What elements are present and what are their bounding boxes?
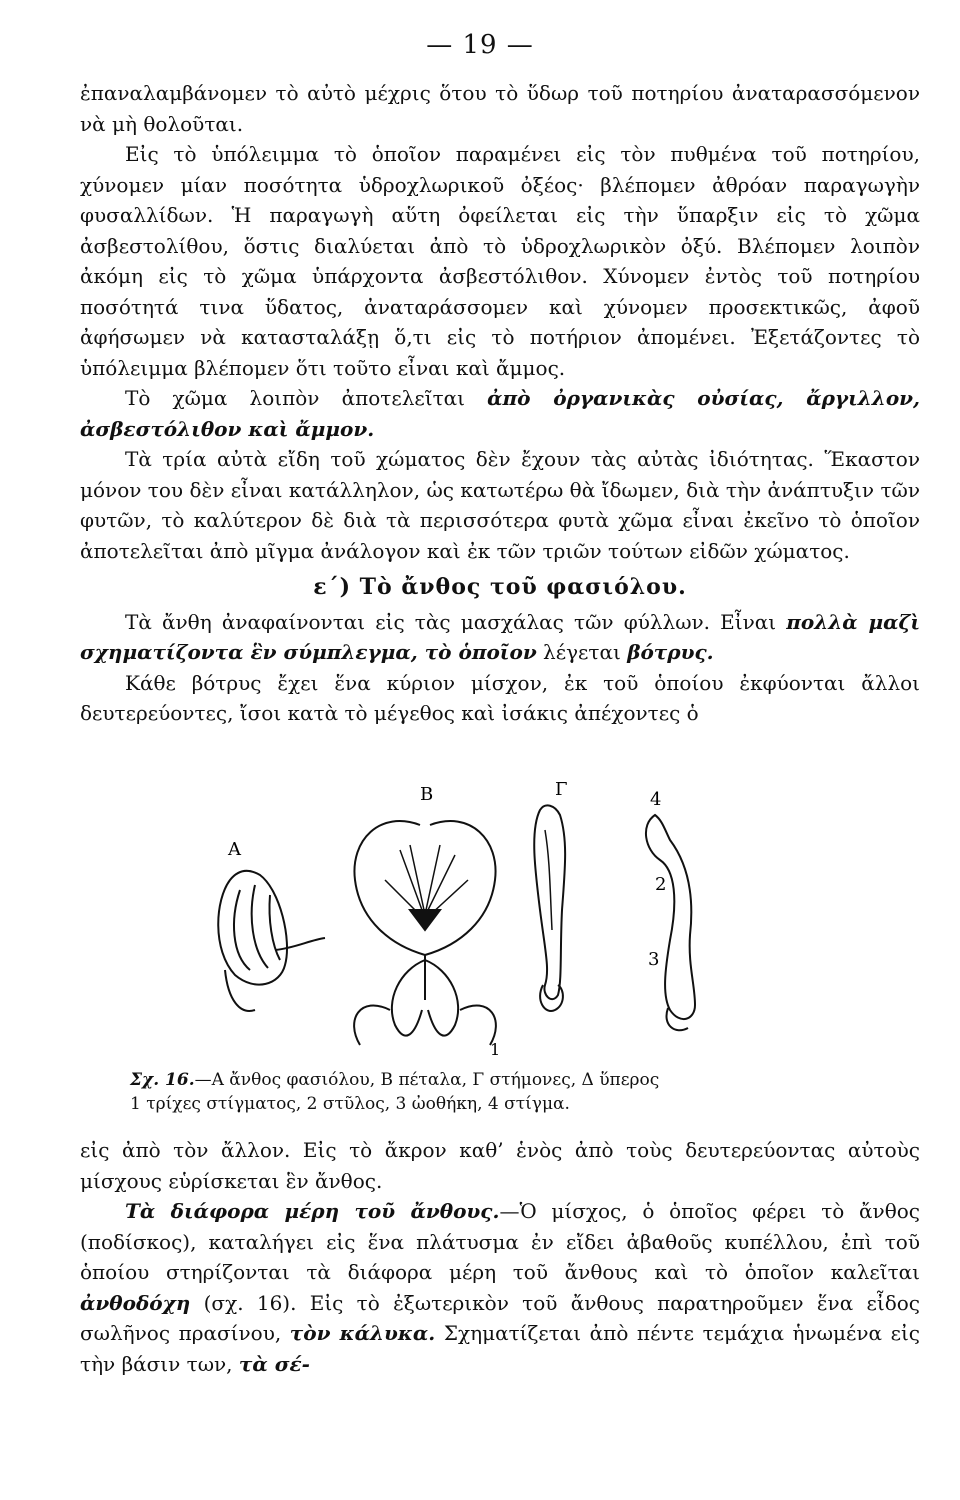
caption-text: —Α ἄνθος φασιόλου, Β πέταλα, Γ στήμονες, Δ ὕπερος: [194, 1070, 660, 1090]
figure-label-g: Γ: [555, 779, 568, 800]
subheading-text: Τὰ διάφορα μέρη τοῦ ἄνθους.: [125, 1199, 500, 1223]
bottom-text-block: [80, 1135, 920, 1379]
figure-label-b: Β: [420, 784, 434, 805]
section-heading: ε΄) Τὸ ἄνθος τοῦ φασιόλου.: [313, 574, 687, 600]
flower-figure: [200, 770, 840, 1060]
paragraph-continuation: ἐπαναλαμβάνομεν τὸ αὐτὸ μέχρις ὅτου τὸ ὕδωρ τοῦ ποτηρίου ἀναταρασσόμενον νὰ μὴ θολοῦται.: [80, 81, 920, 136]
text-span: Τὸ χῶμα λοιπὸν ἀποτελεῖται: [125, 386, 488, 410]
emphasis-text: πολλὰ μαζὶ σχηματίζοντα ἓν σύμπλεγμα, τὸ ὁποῖον: [80, 609, 920, 664]
text-span: —Ὁ μίσχος, ὁ ὁποῖος φέρει τὸ ἄνθος (ποδίσκος), καταλήγει εἰς ἕνα πλάτυσμα ἐν εἴδει ἀβαθοῦς κυπέλλου, ἐπὶ τοῦ ὁποίου στηρίζονται τὰ διάφορα μέρη τοῦ ἄνθους καὶ τὸ ὁποῖον καλεῖται: [80, 1199, 920, 1284]
text-span: Σχηματίζεται ἀπὸ πέντε τεμάχια ἡνωμένα εἰς τὴν βάσιν των,: [80, 1321, 921, 1376]
emphasis-text: βότρυς.: [627, 640, 714, 664]
paragraph-raceme-end: εἰς ἀπὸ τὸν ἄλλον. Εἰς τὸ ἄκρον καθ’ ἑνὸς ἀπὸ τοὺς δευτερεύοντας αὐτοὺς μίσχους εὑρίσκεται ἓν ἄνθος.: [80, 1138, 920, 1193]
top-text-block: [80, 78, 920, 729]
emphasis-text: τὰ σέ-: [238, 1351, 310, 1376]
paragraph-acid-test: Εἰς τὸ ὑπόλειμμα τὸ ὁποῖον παραμένει εἰς τὸν πυθμένα τοῦ ποτηρίου, χύνομεν μίαν ποσότητα ὑδροχλωρικοῦ ὀξέος· βλέπομεν ἀθρόαν παραγωγὴν φυσαλλίδων. Ἡ παραγωγὴ αὕτη ὀφείλεται εἰς τὴν ὕπαρξιν εἰς τὸ χῶμα ἀσβεστολίθου, ὅστις διαλύεται ἀπὸ τὸ ὑδροχλωρικὸν ὀξύ. Βλέπομεν λοιπὸν ἀκόμη εἰς τὸ χῶμα ὑπάρχοντα ἀσβεστόλιθον. Χύνομεν ἐντὸς τοῦ ποτηρίου ποσότητά τινα ὕδατος, ἀναταράσσομεν καὶ χύνομεν προσεκτικῶς, ἀφοῦ ἀφήσωμεν νὰ κατασταλάξῃ ὅ,τι εἰς τὸ ποτήριον ἀπομένει. Ἐξετάζοντες τὸ ὑπόλειμμα βλέπομεν ὅτι τοῦτο εἶναι καὶ ἄμμος.: [80, 142, 920, 380]
caption-line-1: [130, 1068, 890, 1092]
emphasis-text: ἀπὸ ὀργανικὰς οὐσίας, ἄργιλλον, ἀσβεστόλιθον καὶ ἄμμον.: [80, 386, 920, 441]
paragraph-flowers: [80, 607, 920, 668]
text-span: (σχ. 16). Εἰς τὸ ἐξωτερικὸν τοῦ ἄνθους παρατηροῦμεν ἕνα εἶδος σωλῆνος πρασίνου,: [80, 1290, 920, 1345]
figure-label-1: 1: [490, 1040, 501, 1059]
caption-line-2: 1 τρίχες στίγματος, 2 στῦλος, 3 ὠοθήκη, 4 στίγμα.: [130, 1094, 570, 1114]
paragraph-raceme: Κάθε βότρυς ἔχει ἕνα κύριον μίσχον, ἐκ τοῦ ὁποίου ἐκφύονται ἄλλοι δευτερεύοντες, ἴσοι κατὰ τὸ μέγεθος καὶ ἰσάκις ἀπέχοντες ὁ: [80, 670, 920, 725]
paragraph-flower-parts: [80, 1196, 920, 1379]
figure-label-a: Α: [228, 839, 241, 860]
paragraph-soil-composition: [80, 383, 920, 444]
figure-label-3: 3: [648, 949, 660, 970]
figure-caption: [100, 1068, 890, 1116]
flower-illustration: [200, 770, 840, 1060]
text-span: λέγεται: [536, 640, 628, 664]
figure-label-2: 2: [655, 874, 667, 895]
page-number: — 19 —: [426, 30, 534, 60]
figure-label-4: 4: [650, 789, 662, 810]
text-span: Τὰ ἄνθη ἀναφαίνονται εἰς τὰς μασχάλας τῶν φύλλων. Εἶναι: [125, 609, 787, 634]
paragraph-soil-types: Τὰ τρία αὐτὰ εἴδη τοῦ χώματος δὲν ἔχουν τὰς αὐτὰς ἰδιότητας. Ἕκαστον μόνον του δὲν εἶναι κατάλληλον, ὡς κατωτέρω θὰ ἴδωμεν, διὰ τὴν ἀνάπτυξιν τῶν φυτῶν, τὸ καλύτερον δὲ διὰ τὰ περισσότερα φυτὰ χῶμα εἶναι ἐκεῖνο τὸ ὁποῖον ἀποτελεῖται ἀπὸ μῖγμα ἀνάλογον καὶ ἐκ τῶν τριῶν τούτων εἰδῶν χώματος.: [80, 447, 920, 563]
caption-label: Σχ. 16.: [130, 1070, 195, 1090]
emphasis-text: ἀνθοδόχη: [80, 1290, 191, 1315]
emphasis-text: τὸν κάλυκα.: [289, 1321, 436, 1345]
